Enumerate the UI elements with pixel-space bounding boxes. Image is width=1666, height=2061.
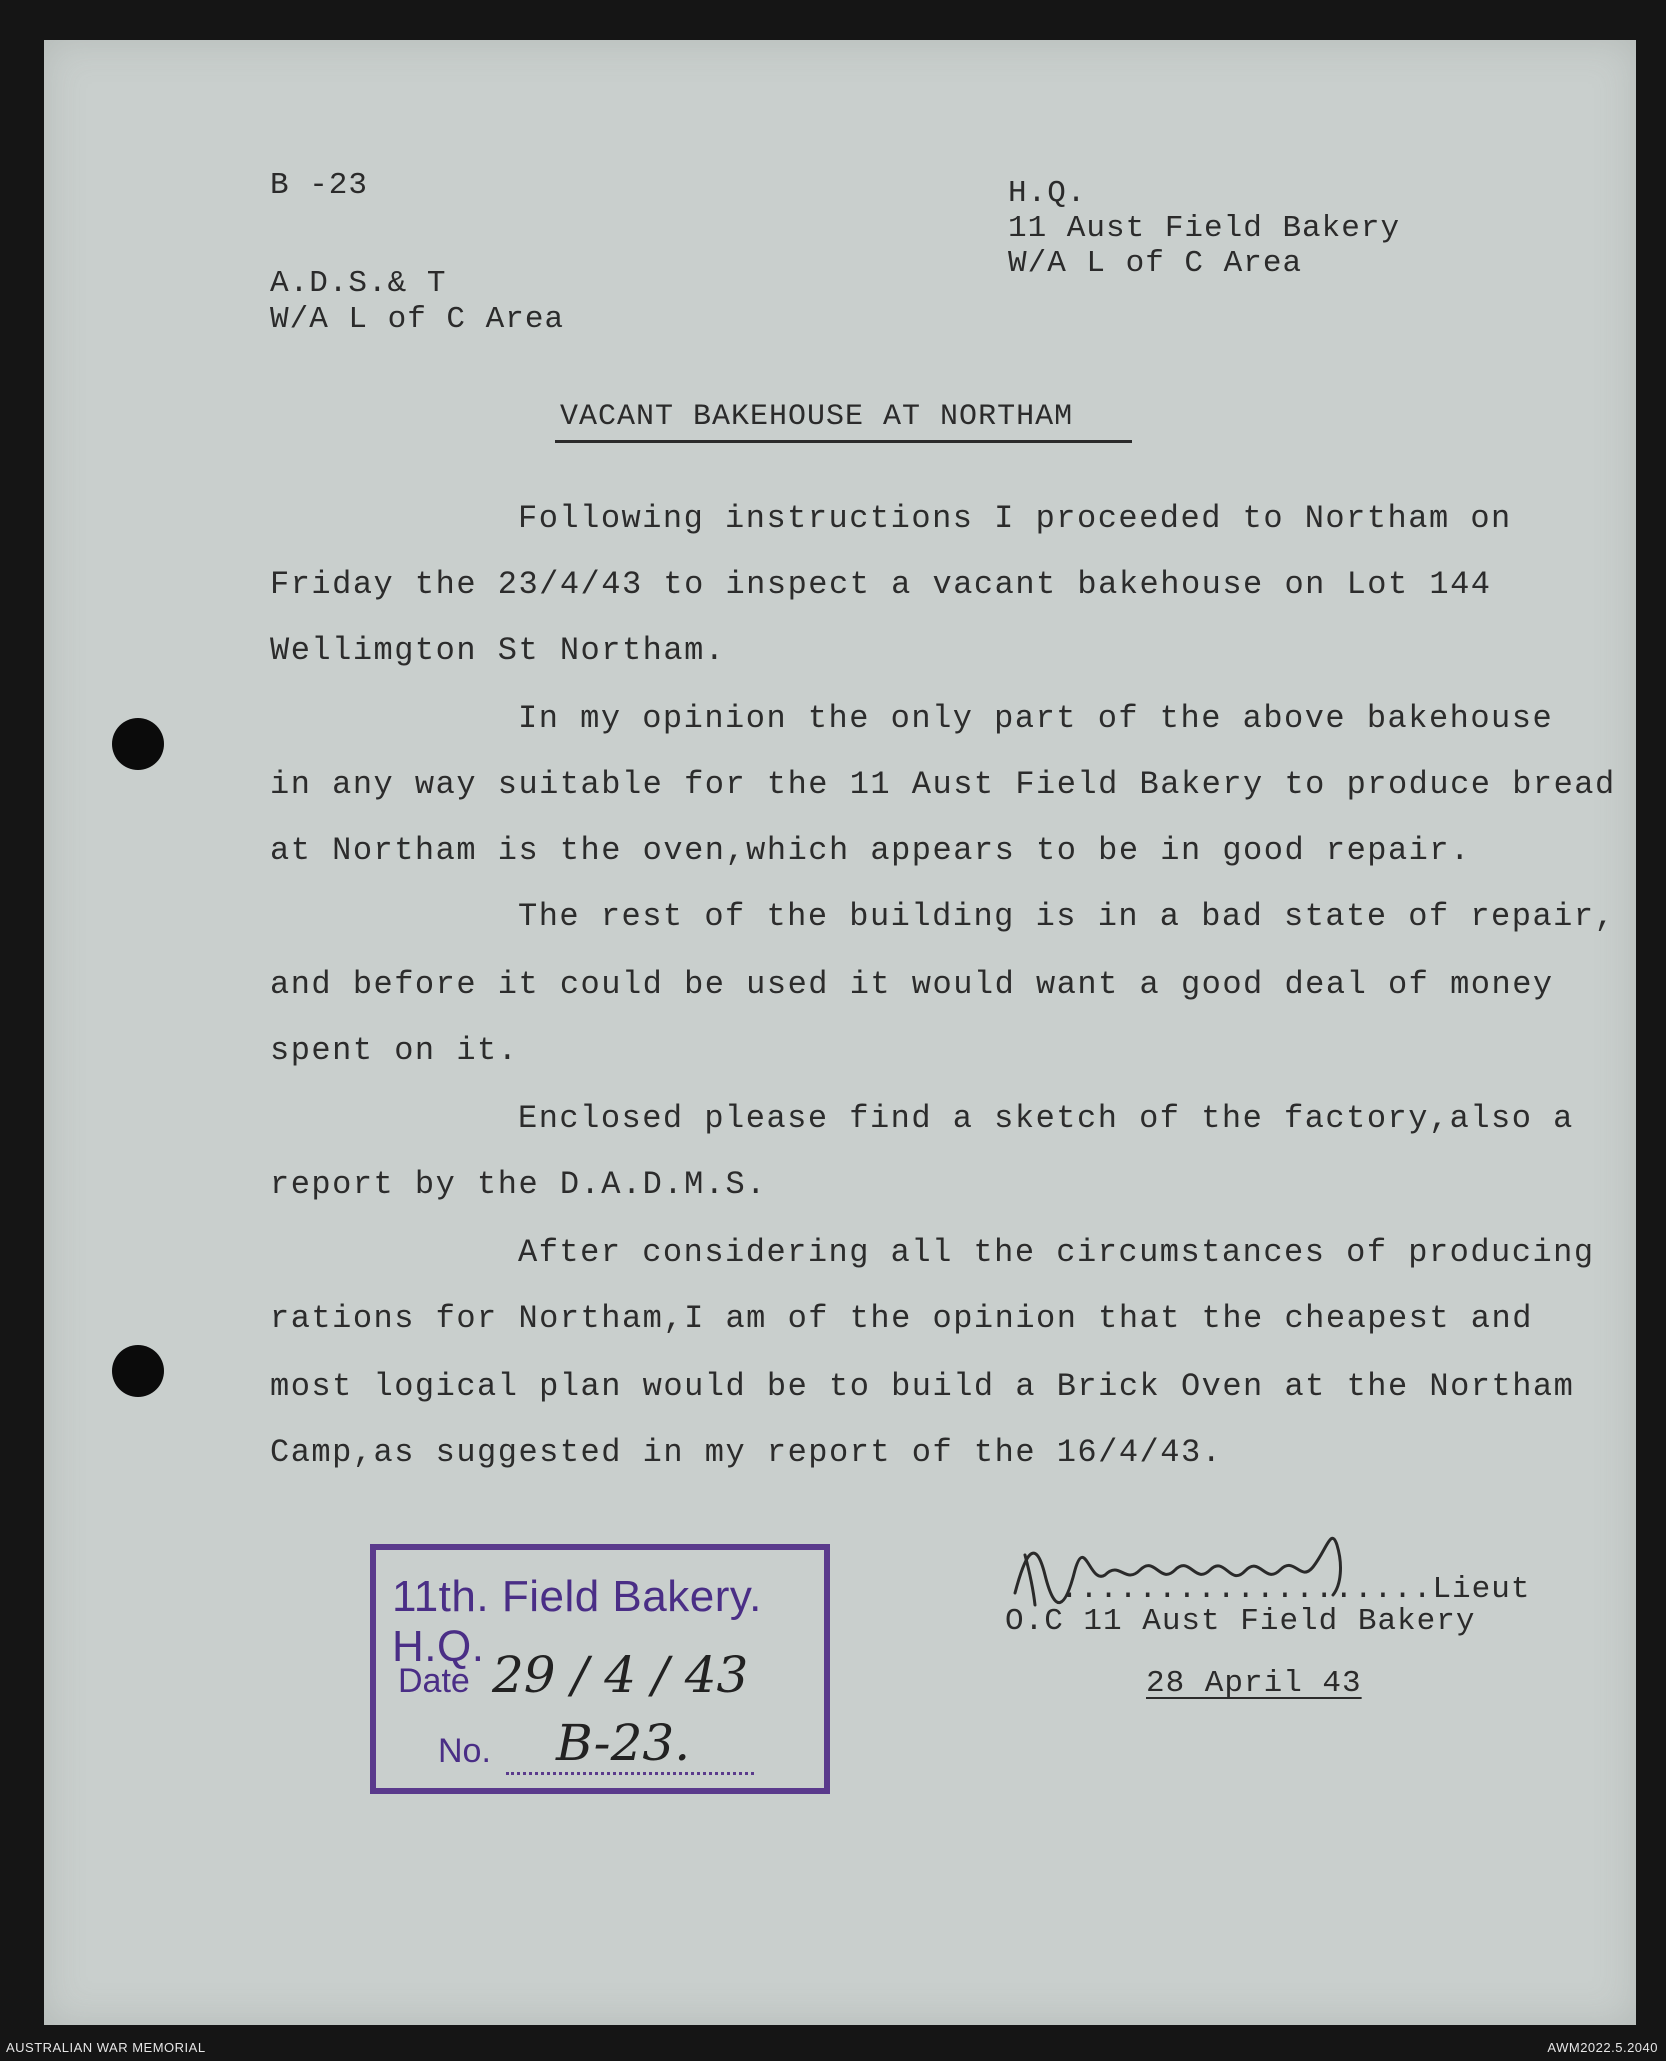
body-line: most logical plan would be to build a Brick Oven at the Northam — [270, 1368, 1575, 1405]
signature-date: 28 April 43 — [1146, 1666, 1362, 1701]
body-line: report by the D.A.D.M.S. — [270, 1166, 767, 1203]
recipient-line-1: A.D.S.& T — [270, 266, 447, 301]
received-stamp — [370, 1544, 830, 1794]
sender-line-3: W/A L of C Area — [1008, 246, 1303, 281]
sender-line-1: H.Q. — [1008, 176, 1087, 211]
sender-line-2: 11 Aust Field Bakery — [1008, 211, 1401, 246]
stamp-title: 11th. Field Bakery. H.Q. — [392, 1572, 762, 1671]
stamp-no-value: B-23. — [556, 1714, 691, 1772]
signature-rank-line: ...................Lieut — [1060, 1572, 1531, 1607]
stamp-date-label: Date — [398, 1662, 470, 1700]
body-line: Camp,as suggested in my report of the 16/4/43. — [270, 1434, 1223, 1471]
stamp-no-line — [506, 1772, 754, 1775]
punch-hole-bottom — [112, 1345, 164, 1397]
body-line: rations for Northam,I am of the opinion that the cheapest and — [270, 1300, 1533, 1337]
stamp-no-label: No. — [438, 1732, 491, 1770]
signatory-position: O.C 11 Aust Field Bakery — [1005, 1604, 1476, 1639]
body-line: The rest of the building is in a bad state of repair, — [518, 898, 1616, 935]
body-line: After considering all the circumstances of producing — [518, 1234, 1595, 1271]
body-line: Enclosed please find a sketch of the factory,also a — [518, 1100, 1574, 1137]
body-line: Following instructions I proceeded to Northam on — [518, 500, 1512, 537]
recipient-line-2: W/A L of C Area — [270, 302, 565, 337]
body-line: Wellimgton St Northam. — [270, 632, 726, 669]
body-line: in any way suitable for the 11 Aust Field Bakery to produce bread — [270, 766, 1616, 803]
body-line: spent on it. — [270, 1032, 519, 1069]
body-line: and before it could be used it would want a good deal of money — [270, 966, 1554, 1003]
body-line: In my opinion the only part of the above bakehouse — [518, 700, 1554, 737]
body-line: at Northam is the oven,which appears to be in good repair. — [270, 832, 1471, 869]
body-line: Friday the 23/4/43 to inspect a vacant bakehouse on Lot 144 — [270, 566, 1492, 603]
punch-hole-top — [112, 718, 164, 770]
stamp-date-value: 29 / 4 / 43 — [492, 1646, 749, 1704]
reference-number: B -23 — [270, 168, 369, 203]
footer-archive-name: AUSTRALIAN WAR MEMORIAL — [6, 2040, 206, 2055]
document-title: VACANT BAKEHOUSE AT NORTHAM — [560, 400, 1074, 434]
footer-accession-number: AWM2022.5.2040 — [1547, 2040, 1658, 2055]
title-underline — [555, 440, 1132, 443]
